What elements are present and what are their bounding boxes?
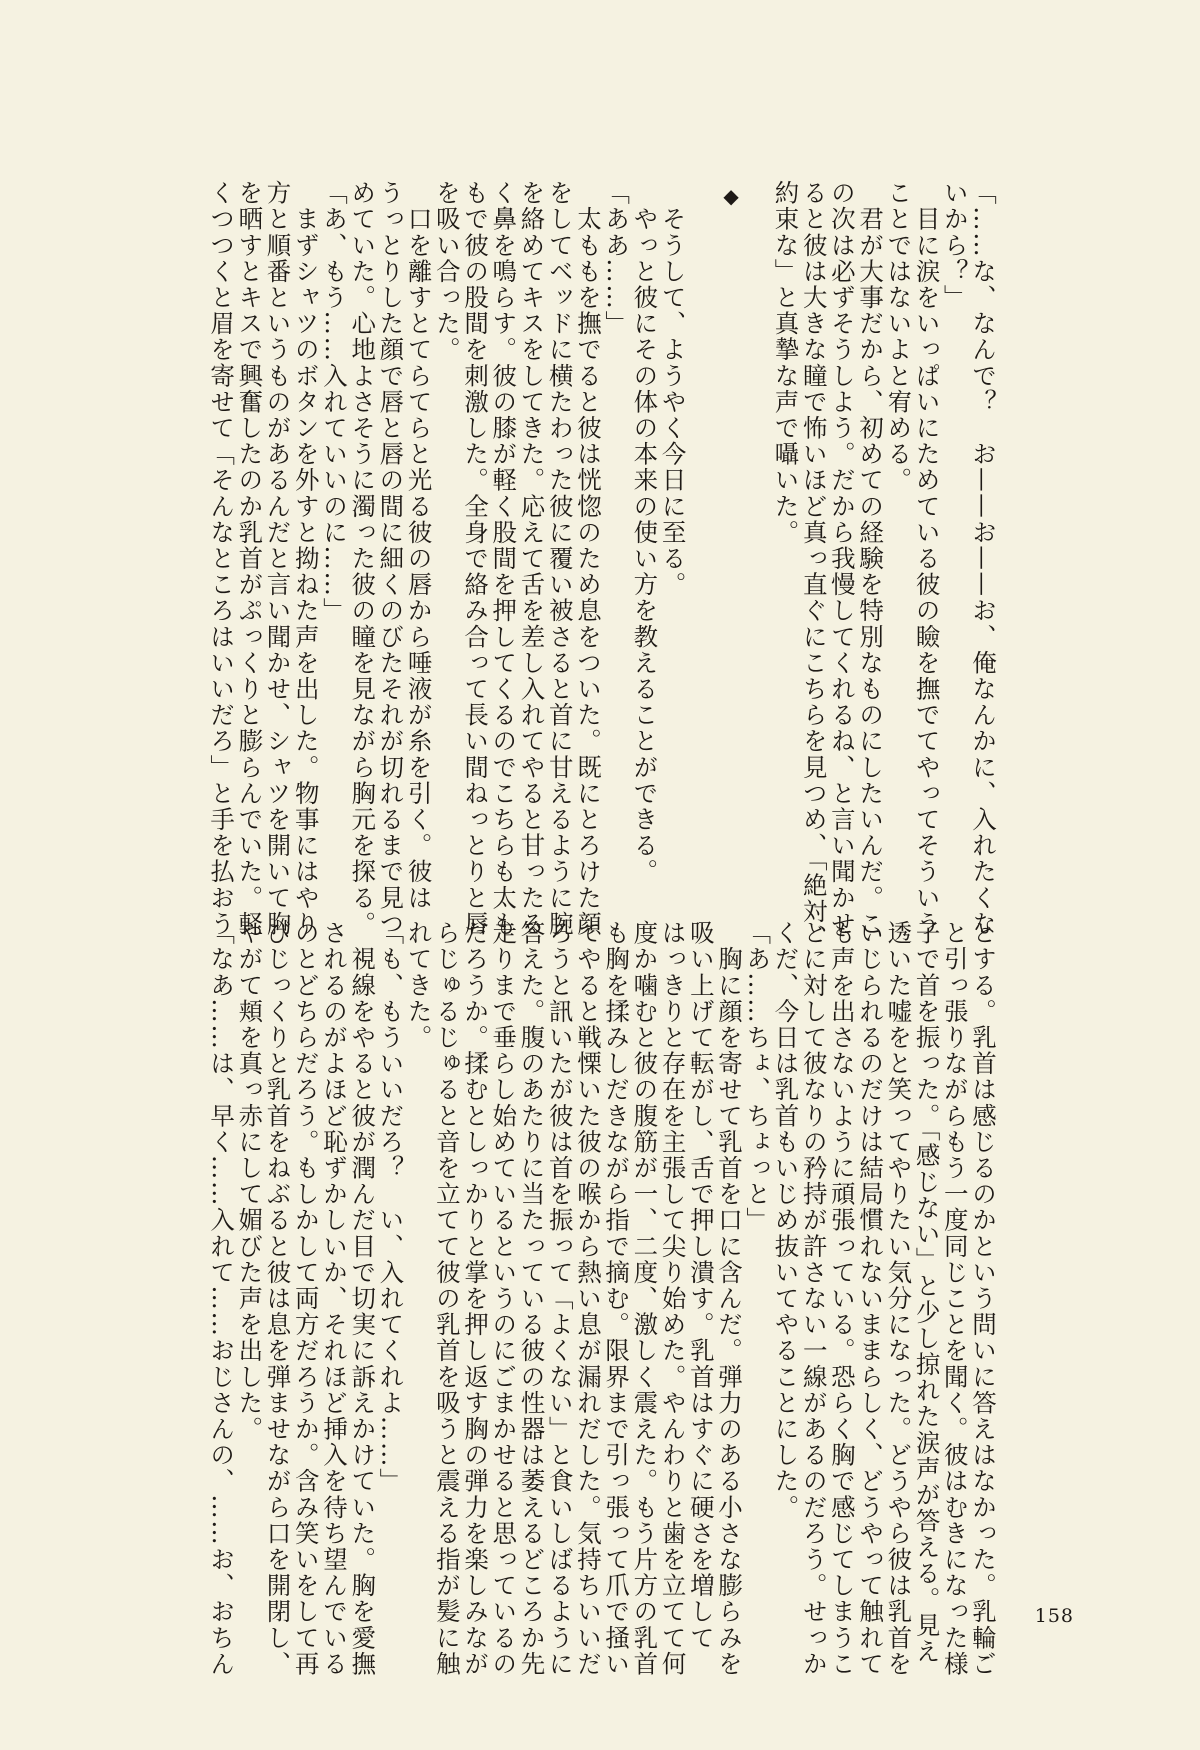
text-column: そうして、ようやく今日に至る。: [658, 180, 688, 598]
text-column: くつつくと眉を寄せて「そんなところはいいだろ」と手を払おう: [207, 180, 237, 937]
text-column: の次は必ずそうしよう。だから我慢してくれるね、と言い聞かせ: [827, 180, 857, 937]
text-column: く鼻を鳴らす。彼の膝が軽く股間を押してくるのでこちらも太も: [489, 180, 519, 937]
text-column: 答えた。腹のあたりに当たっている彼の性器は萎えるどころか先: [517, 920, 547, 1677]
text-column: 目に涙をいっぱいにためている彼の瞼を撫でてやってそういう: [912, 180, 942, 937]
text-column: 「あ、もう……入れていいのに……」: [319, 180, 349, 624]
text-column: 走りまで垂らし始めているというのにごまかせると思っているの: [489, 920, 519, 1677]
text-column: とに対して彼なりの矜持が許さない一線があるのだろう。せっか: [799, 920, 829, 1677]
text-column: とする。乳首は感じるのかという問いに答えはなかった。乳輪ご: [969, 920, 998, 1677]
text-column: めていた。心地よさそうに濁った彼の瞳を見ながら胸元を探る。: [348, 180, 378, 937]
text-column: 太ももを撫でると彼は恍惚のため息をついた。既にとろけた顔: [573, 180, 603, 937]
text-column: 方と順番というものがあるんだと言い聞かせ、シャツを開いて胸: [263, 180, 293, 937]
text-column: 透いた嘘をと笑ってやりたい気分になった。どうやら彼は乳首を: [884, 920, 914, 1677]
text-column: されるのがよほど恥ずかしいか、それほど挿入を待ち望んでいる: [319, 920, 349, 1677]
text-column: 「なあ……は、早く……入れて……おじさんの、……お、おちん: [207, 920, 237, 1677]
section-break-diamond: ◆: [719, 184, 744, 210]
text-column: をしてベッドに横たわった彼に覆い被さると首に甘えるように腕: [545, 180, 575, 937]
text-column: 君が大事だから、初めての経験を特別なものにしたいんだ。こ: [856, 180, 886, 937]
text-column: いじられるのだけは結局慣れないままらしく、どうやって触れて: [856, 920, 886, 1677]
text-column: だろうか。揉むとしっかりと掌を押し返す胸の弾力を楽しみなが: [461, 920, 491, 1677]
text-column: まずシャツのボタンを外すと拗ねた声を出した。物事にはやり: [291, 180, 321, 937]
text-column: ると彼は大きな瞳で怖いほど真っ直ぐにこちらを見つめ、「絶対、: [799, 180, 829, 951]
lower-text-block: [205, 920, 998, 1677]
text-column: も声を出さないように頑張っている。恐らく胸で感じてしまうこ: [827, 920, 857, 1677]
text-column: を絡めてキスをしてきた。応えて舌を差し入れてやると甘ったる: [517, 180, 547, 937]
text-column: 子で首を振った。「感じない」と少し掠れた涙声が答える。見え: [912, 920, 942, 1665]
text-column: 「……な、なんで？ お——お——お、俺なんかに、入れたくな: [969, 180, 998, 937]
text-column: も胸を揉みしだきながら指で摘む。限界まで引っ張って爪で掻い: [602, 920, 632, 1677]
text-column: いから？」: [940, 180, 970, 311]
text-column: てやると戦慄いた彼の喉から熱い息が漏れだした。気持ちいいだ: [573, 920, 603, 1677]
text-column: れてきた。: [404, 920, 434, 1051]
text-column: くだ、今日は乳首もいじめ抜いてやることにした。: [771, 920, 801, 1521]
text-column: のとどちらだろう。もしかして両方だろうか。含み笑いをして再: [291, 920, 321, 1677]
text-column: やがて頬を真っ赤にして媚びた声を出した。: [235, 920, 265, 1442]
text-column: と引っ張りながらもう一度同じことを聞く。彼はむきになった様: [940, 920, 970, 1677]
text-column: うっとりした顔で唇と唇の間に細くのびたそれが切れるまで見つ: [376, 180, 406, 937]
text-column: 約束な」と真摯な声で囁いた。: [771, 180, 801, 546]
text-column: 視線をやると彼が潤んだ目で切実に訴えかけていた。胸を愛撫: [348, 920, 378, 1677]
text-column: はっきりと存在を主張して尖り始めた。やんわりと歯を立てて何: [658, 920, 688, 1677]
text-column: 「も、もういいだろ？ い、入れてくれよ……」: [376, 920, 406, 1495]
upper-text-block: [205, 180, 998, 951]
text-column: 胸に顔を寄せて乳首を口に含んだ。弾力のある小さな膨らみを: [715, 920, 745, 1677]
text-column: らじゅるじゅると音を立てて彼の乳首を吸うと震える指が髪に触: [432, 920, 462, 1677]
page-number: 158: [1034, 1605, 1074, 1627]
text-column: ろうと訊いたが彼は首を振って「よくない」と食いしばるように: [545, 920, 575, 1677]
text-column: 度か噛むと彼の腹筋が一、二度、激しく震えた。もう片方の乳首: [630, 920, 660, 1677]
text-column: 「あ……ちょ、ちょっと」: [743, 920, 773, 1234]
text-column: びじっくりと乳首をねぶると彼は息を弾ませながら口を開閉し、: [263, 920, 293, 1677]
text-column: 口を離すとてらてらと光る彼の唇から唾液が糸を引く。彼は: [404, 180, 434, 911]
text-column: 吸い上げて転がし、舌で押し潰す。乳首はすぐに硬さを増して: [686, 920, 716, 1651]
text-column: ことではないよと宥める。: [884, 180, 914, 494]
text-column: を吸い合った。: [432, 180, 462, 363]
text-column: やっと彼にその体の本来の使い方を教えることができる。: [630, 180, 660, 885]
text-column: もで彼の股間を刺激した。全身で絡み合って長い間ねっとりと唇: [461, 180, 491, 937]
text-column: 「ああ……」: [602, 180, 632, 337]
text-column: を晒すとキスで興奮したのか乳首がぷっくりと膨らんでいた。軽: [235, 180, 265, 937]
